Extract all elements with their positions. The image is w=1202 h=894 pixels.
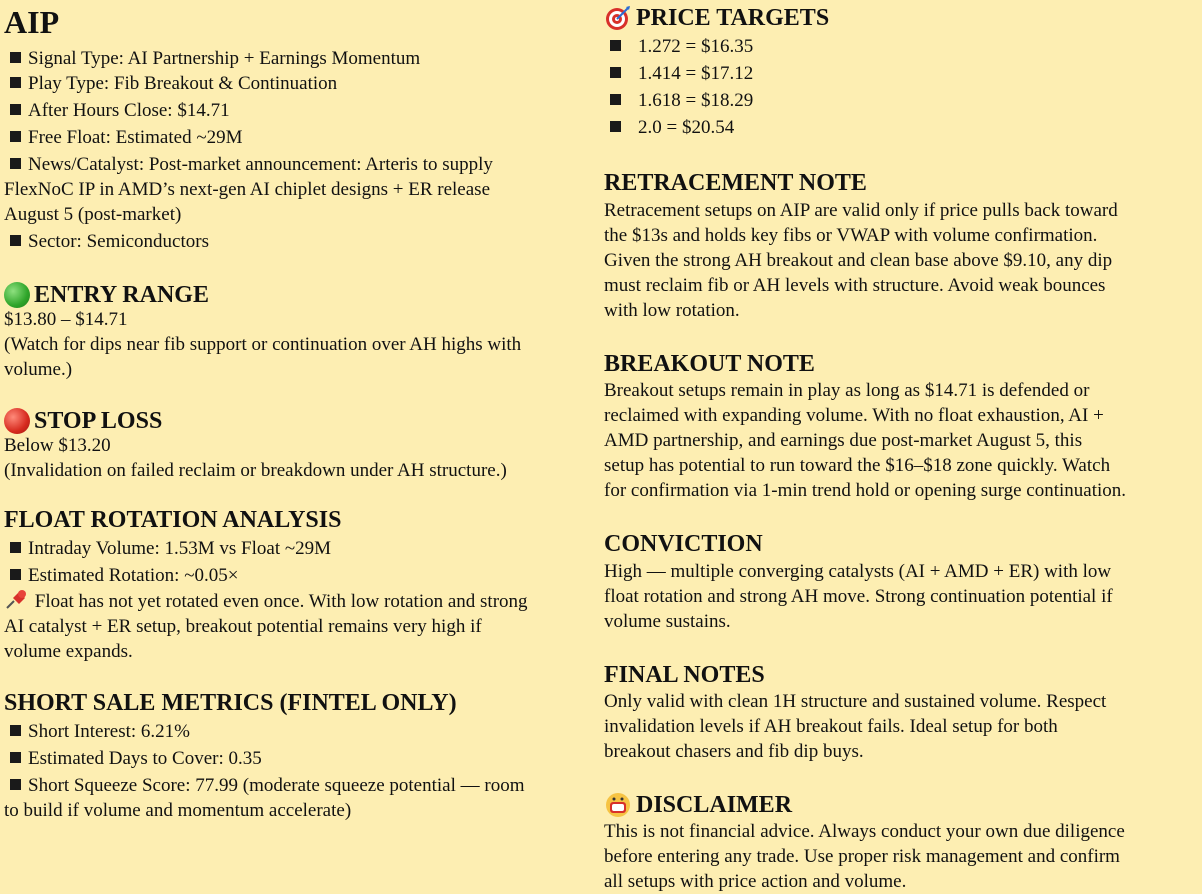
bullet-square-icon [10, 235, 21, 246]
list-item [4, 536, 600, 561]
text-line: High — multiple converging catalysts (AI + AMD + ER) with low [604, 561, 1112, 582]
breakout-body [604, 378, 1200, 503]
breakout-heading: BREAKOUT NOTE [604, 351, 815, 377]
text-line: Breakout setups remain in play as long as $14.71 is defended or [604, 380, 1090, 401]
text-line: AMD partnership, and earnings due post-market August 5, this [604, 430, 1083, 451]
retracement-heading: RETRACEMENT NOTE [604, 170, 867, 196]
final-body [604, 689, 1200, 764]
bullet-text: After Hours Close: $14.71 [28, 100, 230, 121]
warning-face-icon [604, 791, 632, 819]
text-line: the $13s and holds key fibs or VWAP with volume confirmation. [604, 225, 1098, 246]
bullet-text: Short Interest: 6.21% [28, 721, 191, 742]
bullet-text: Estimated Days to Cover: 0.35 [28, 748, 262, 769]
targets-heading [604, 4, 1200, 32]
list-item [604, 115, 1200, 140]
text-line: reclaimed with expanding volume. With no float exhaustion, AI + [604, 405, 1104, 426]
ticker-title: AIP [4, 4, 60, 40]
bullet-text: 1.414 = $17.12 [638, 63, 754, 84]
bullet-text: 1.618 = $18.29 [638, 90, 754, 111]
pushpin-icon [4, 588, 30, 610]
disclaimer-heading [604, 791, 1200, 819]
text-line: This is not financial advice. Always conduct your own due diligence [604, 821, 1125, 842]
list-item [604, 61, 1200, 86]
text-line: Retracement setups on AIP are valid only if price pulls back toward [604, 200, 1118, 221]
text-line: for confirmation via 1-min trend hold or opening surge continuation. [604, 480, 1127, 501]
list-item [4, 719, 600, 744]
targets-list [604, 34, 1200, 140]
list-item [604, 34, 1200, 59]
red-circle-icon [4, 408, 30, 434]
bullet-square-icon [10, 77, 21, 88]
heading-text: PRICE TARGETS [636, 5, 830, 31]
right-column [604, 0, 1200, 894]
bullet-square-icon [610, 121, 621, 132]
bullet-square-icon [10, 542, 21, 553]
bullet-text: Signal Type: AI Partnership + Earnings Momentum [28, 48, 421, 69]
bullet-square-icon [10, 158, 21, 169]
bullet-square-icon [10, 52, 21, 63]
float-heading: FLOAT ROTATION ANALYSIS [4, 507, 342, 533]
entry-heading [4, 281, 600, 309]
stop-note: (Invalidation on failed reclaim or breakdown under AH structure.) [4, 460, 507, 481]
list-item [4, 98, 600, 123]
text-line: before entering any trade. Use proper risk management and confirm [604, 846, 1120, 867]
entry-note: (Watch for dips near fib support or continuation over AH highs with [4, 334, 522, 355]
text-line: Given the strong AH breakout and clean base above $9.10, any dip [604, 250, 1113, 271]
retracement-body [604, 198, 1200, 323]
conviction-heading: CONVICTION [604, 531, 763, 557]
short-heading: SHORT SALE METRICS (FINTEL ONLY) [4, 690, 457, 716]
squeeze-continuation: to build if volume and momentum accelerate) [4, 800, 352, 821]
bullet-square-icon [10, 752, 21, 763]
text-line: float rotation and strong AH move. Strong continuation potential if [604, 586, 1113, 607]
list-item [604, 88, 1200, 113]
bullet-square-icon [10, 779, 21, 790]
text-line: invalidation levels if AH breakout fails. Ideal setup for both [604, 716, 1058, 737]
text-line: all setups with price action and volume. [604, 871, 907, 892]
bullet-square-icon [10, 104, 21, 115]
disclaimer-body [604, 819, 1200, 894]
list-item [4, 71, 600, 96]
bullet-square-icon [610, 67, 621, 78]
bullet-text: Free Float: Estimated ~29M [28, 127, 243, 148]
bullet-text: Short Squeeze Score: 77.99 (moderate squeeze potential — room [28, 775, 525, 796]
text-line: setup has potential to run toward the $16–$18 zone quickly. Watch [604, 455, 1111, 476]
float-list [4, 536, 600, 664]
final-heading: FINAL NOTES [604, 662, 765, 688]
list-item [4, 229, 600, 254]
conviction-body [604, 559, 1200, 634]
stop-heading [4, 407, 600, 435]
list-item [4, 563, 600, 588]
bullet-text: Play Type: Fib Breakout & Continuation [28, 73, 338, 94]
heading-text: ENTRY RANGE [34, 282, 209, 308]
bullet-square-icon [10, 725, 21, 736]
list-item [4, 125, 600, 150]
bullet-square-icon [610, 94, 621, 105]
green-circle-icon [4, 282, 30, 308]
bullet-text: 1.272 = $16.35 [638, 36, 754, 57]
bullet-text: 2.0 = $20.54 [638, 117, 735, 138]
text-line: breakout chasers and fib dip buys. [604, 741, 864, 762]
list-item [4, 46, 600, 71]
pin-continuation: AI catalyst + ER setup, breakout potential remains very high if [4, 616, 482, 637]
news-continuation: FlexNoC IP in AMD’s next-gen AI chiplet designs + ER release [4, 179, 491, 200]
stop-level: Below $13.20 [4, 435, 111, 456]
heading-text: DISCLAIMER [636, 792, 793, 818]
bullet-text: Estimated Rotation: ~0.05× [28, 565, 239, 586]
bullseye-icon [604, 4, 632, 32]
pin-continuation: volume expands. [4, 641, 133, 662]
bullet-text: Intraday Volume: 1.53M vs Float ~29M [28, 538, 332, 559]
entry-note: volume.) [4, 359, 73, 380]
heading-text: STOP LOSS [34, 408, 163, 434]
left-column [4, 0, 600, 823]
entry-range: $13.80 – $14.71 [4, 309, 128, 330]
list-item [4, 773, 600, 798]
text-line: volume sustains. [604, 611, 731, 632]
text-line: Only valid with clean 1H structure and sustained volume. Respect [604, 691, 1107, 712]
bullet-square-icon [10, 569, 21, 580]
text-line: with low rotation. [604, 300, 740, 321]
bullet-text: News/Catalyst: Post-market announcement: Arteris to supply [28, 154, 493, 175]
pin-text: Float has not yet rotated even once. With low rotation and strong [34, 591, 528, 612]
bullet-text: Sector: Semiconductors [28, 231, 209, 252]
signal-list [4, 46, 600, 254]
list-item [4, 152, 600, 177]
bullet-square-icon [10, 131, 21, 142]
short-list [4, 719, 600, 823]
news-continuation: August 5 (post-market) [4, 204, 182, 225]
bullet-square-icon [610, 40, 621, 51]
pin-note [4, 588, 600, 614]
text-line: must reclaim fib or AH levels with structure. Avoid weak bounces [604, 275, 1106, 296]
list-item [4, 746, 600, 771]
